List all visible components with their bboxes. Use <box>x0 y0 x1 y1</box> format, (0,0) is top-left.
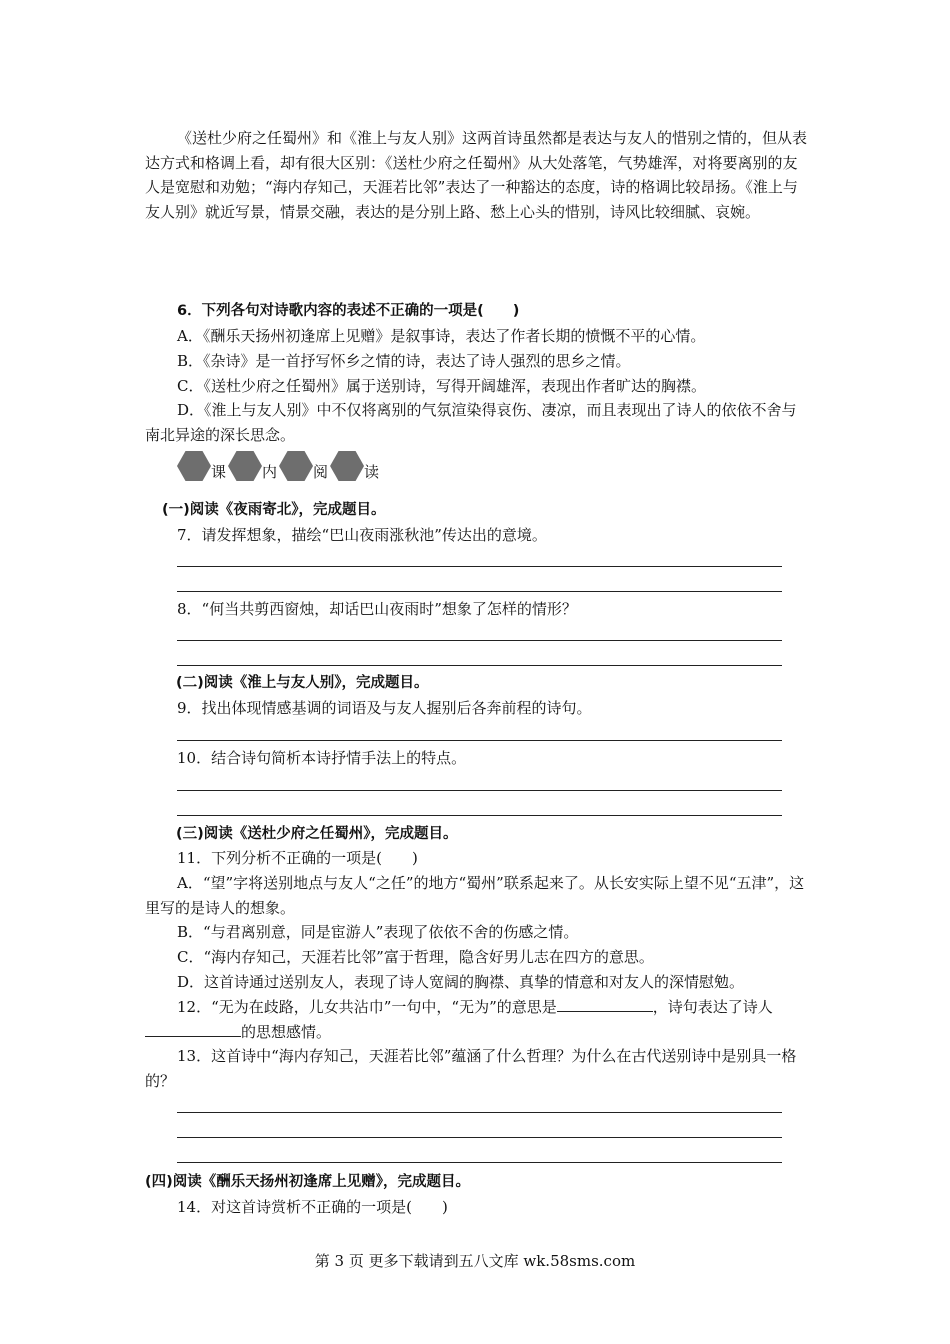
fill-blank[interactable] <box>145 1021 241 1037</box>
page-footer: 第 3 页 更多下载请到五八文库 wk.58sms.com <box>314 1252 636 1270</box>
answer-line[interactable] <box>177 566 782 567</box>
q10-text: 10．结合诗句简析本诗抒情手法上的特点。 <box>177 749 467 767</box>
q14-stem: 14．对这首诗赏析不正确的一项是( ) <box>177 1198 448 1216</box>
q6-option-c: C．《送杜少府之任蜀州》属于送别诗，写得开阔雄浑，表现出作者旷达的胸襟。 <box>177 377 706 395</box>
part3-title: (三)阅读《送杜少府之任蜀州》，完成题目。 <box>176 826 458 842</box>
answer-line[interactable] <box>177 1137 782 1138</box>
part1-title: (一)阅读《夜雨寄北》，完成题目。 <box>162 502 386 518</box>
heading-char: 读 <box>364 462 380 481</box>
intro-paragraph: 《送杜少府之任蜀州》和《淮上与友人别》这两首诗虽然都是表达与友人的惜别之情的，但从表达方式和格调上看，却有很大区别：《送杜少府之任蜀州》从大处落笔，气势雄浑，对将要离别的友人是宽慰和劝勉；“海内存知己，天涯若比邻”表达了一种豁达的态度，诗的格调比较昂扬。《淮上与友人别》就近写景，情景交融，表达的是分别上路、愁上心头的惜别，诗风比较细腻、哀婉。 <box>145 129 808 221</box>
q12-part3: 的思想感情。 <box>241 1022 332 1041</box>
q7-text: 7．请发挥想象，描绘“巴山夜雨涨秋池”传达出的意境。 <box>177 526 547 544</box>
answer-line[interactable] <box>177 790 782 791</box>
q13-text: 13．这首诗中“海内存知己，天涯若比邻”蕴涵了什么哲理？为什么在古代送别诗中是别具一格的？ <box>145 1047 797 1090</box>
q12-text <box>145 995 810 1044</box>
q6-option-b: B．《杂诗》是一首抒写怀乡之情的诗，表达了诗人强烈的思乡之情。 <box>177 352 631 370</box>
heading-char: 内 <box>262 462 278 481</box>
section-heading <box>177 450 381 482</box>
q8-text: 8．“何当共剪西窗烛，却话巴山夜雨时”想象了怎样的情形？ <box>177 600 577 618</box>
answer-line[interactable] <box>177 1162 782 1163</box>
q11-option-d: D．这首诗通过送别友人，表现了诗人宽阔的胸襟、真挚的情意和对友人的深情慰勉。 <box>177 973 745 991</box>
q11-option-c: C．“海内存知己，天涯若比邻”富于哲理，隐含好男儿志在四方的意思。 <box>177 948 654 966</box>
q11-option-b: B．“与君离别意，同是宦游人”表现了依依不舍的伤感之情。 <box>177 923 579 941</box>
q12-part2: ，诗句表达了诗人 <box>652 998 773 1016</box>
q9-text: 9．找出体现情感基调的词语及与友人握别后各奔前程的诗句。 <box>177 699 592 717</box>
answer-line[interactable] <box>177 665 782 666</box>
fill-blank[interactable] <box>557 996 653 1012</box>
part4-title: (四)阅读《酬乐天扬州初逢席上见赠》，完成题目。 <box>145 1174 471 1190</box>
heading-char: 阅 <box>313 462 329 481</box>
hexagon-icon <box>228 451 262 481</box>
q11-stem: 11．下列分析不正确的一项是( ) <box>177 849 418 867</box>
q6-option-d: D．《淮上与友人别》中不仅将离别的气氛渲染得哀伤、凄凉，而且表现出了诗人的依依不舍与南北异途的深长思念。 <box>145 401 797 444</box>
answer-line[interactable] <box>177 815 782 816</box>
heading-char: 课 <box>211 462 227 481</box>
answer-line[interactable] <box>177 640 782 641</box>
part2-title: (二)阅读《淮上与友人别》，完成题目。 <box>176 675 429 691</box>
q11-option-a: A．“望”字将送别地点与友人“之任”的地方“蜀州”联系起来了。从长安实际上望不见“五津”，这里写的是诗人的想象。 <box>145 874 805 917</box>
q12-part1: 12．“无为在歧路，儿女共沾巾”一句中，“无为”的意思是 <box>177 998 557 1016</box>
hexagon-icon <box>330 451 364 481</box>
hexagon-icon <box>177 451 211 481</box>
answer-line[interactable] <box>177 740 782 741</box>
answer-line[interactable] <box>177 1112 782 1113</box>
hexagon-icon <box>279 451 313 481</box>
q6-stem: 6．下列各句对诗歌内容的表述不正确的一项是( ) <box>177 303 520 319</box>
q6-option-a: A．《酬乐天扬州初逢席上见赠》是叙事诗，表达了作者长期的愤慨不平的心情。 <box>177 327 706 345</box>
answer-line[interactable] <box>177 591 782 592</box>
